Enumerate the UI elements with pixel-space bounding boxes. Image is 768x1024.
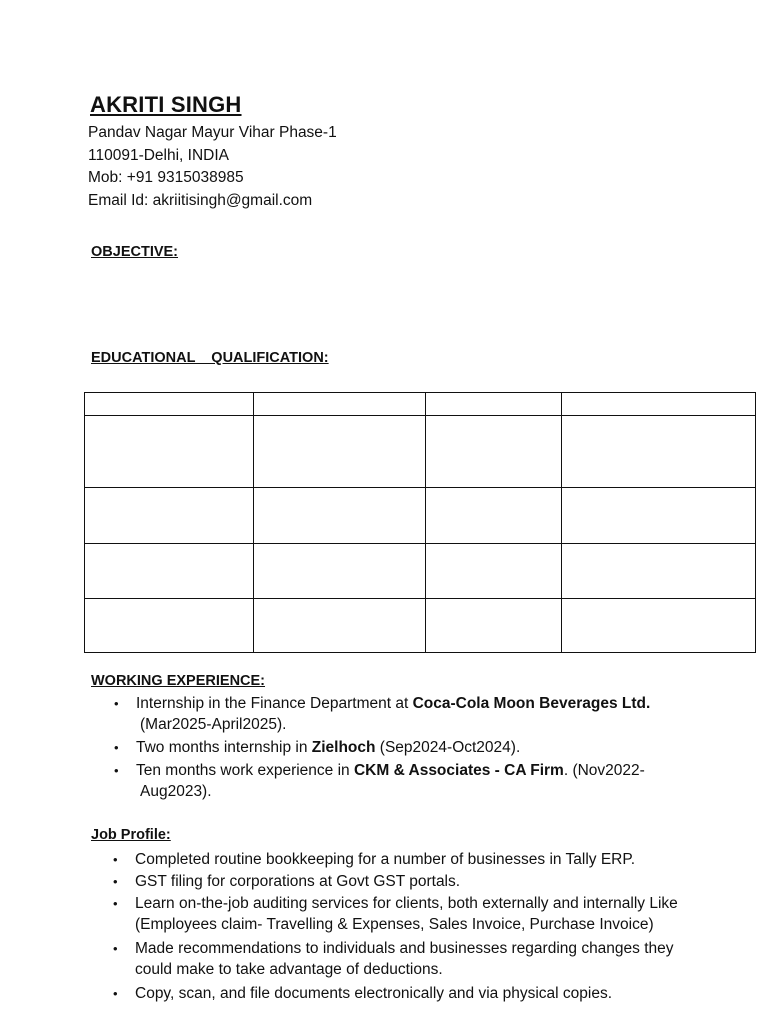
address-line-2: 110091-Delhi, INDIA	[88, 147, 230, 164]
address-line-1: Pandav Nagar Mayur Vihar Phase-1	[88, 124, 337, 141]
education-heading: EDUCATIONAL QUALIFICATION:	[91, 350, 329, 366]
job-profile-text: Learn on-the-job auditing services for clients, both externally and internally Like	[135, 895, 678, 912]
table-cell	[562, 488, 756, 543]
table-cell	[254, 488, 426, 543]
table-cell	[85, 488, 254, 543]
table-cell	[426, 488, 562, 543]
job-profile-item	[113, 871, 461, 894]
table-cell	[426, 393, 562, 416]
table-row	[85, 543, 756, 598]
bullet-icon: •	[113, 941, 118, 956]
bullet-icon: •	[114, 696, 119, 711]
experience-text: (Sep2024-Oct2024).	[375, 739, 521, 756]
table-cell	[562, 416, 756, 488]
job-profile-item	[113, 893, 678, 916]
table-cell	[562, 598, 756, 652]
job-profile-text: Completed routine bookkeeping for a number of businesses in Tally ERP.	[135, 851, 636, 868]
job-profile-text: Copy, scan, and file documents electronically and via physical copies.	[135, 985, 613, 1002]
objective-heading: OBJECTIVE:	[91, 244, 179, 260]
job-profile-continuation: could make to take advantage of deductions.	[135, 961, 443, 978]
table-cell	[85, 543, 254, 598]
table-cell	[254, 598, 426, 652]
company-name: Zielhoch	[311, 739, 376, 756]
experience-item	[114, 760, 645, 783]
job-profile-item	[113, 849, 636, 872]
table-cell	[426, 416, 562, 488]
table-cell	[85, 393, 254, 416]
table-cell	[562, 543, 756, 598]
email-address: Email Id: akriitisingh@gmail.com	[88, 192, 313, 209]
experience-heading: WORKING EXPERIENCE:	[91, 673, 266, 689]
table-cell	[426, 598, 562, 652]
job-profile-continuation: (Employees claim- Travelling & Expenses, Sales Invoice, Purchase Invoice)	[135, 916, 654, 933]
mobile-number: Mob: +91 9315038985	[88, 169, 244, 186]
job-profile-item	[113, 983, 613, 1006]
table-row	[85, 488, 756, 543]
bullet-icon: •	[113, 852, 118, 867]
education-table	[84, 392, 756, 653]
experience-continuation: (Mar2025-April2025).	[140, 716, 287, 733]
job-profile-text: GST filing for corporations at Govt GST portals.	[135, 873, 461, 890]
table-cell	[426, 543, 562, 598]
experience-text: Internship in the Finance Department at	[136, 695, 413, 712]
table-row	[85, 598, 756, 652]
bullet-icon: •	[113, 896, 118, 911]
table-cell	[254, 543, 426, 598]
experience-text: Ten months work experience in	[136, 762, 354, 779]
table-cell	[85, 416, 254, 488]
table-cell	[562, 393, 756, 416]
company-name: CKM & Associates - CA Firm	[353, 762, 564, 779]
job-profile-text: Made recommendations to individuals and businesses regarding changes they	[135, 940, 674, 957]
resume-name: AKRITI SINGH	[90, 92, 242, 117]
bullet-icon: •	[114, 740, 119, 755]
bullet-icon: •	[113, 986, 118, 1001]
table-cell	[254, 393, 426, 416]
table-cell	[254, 416, 426, 488]
experience-text: . (Nov2022-	[563, 762, 645, 779]
experience-continuation: Aug2023).	[140, 783, 212, 800]
table-cell	[85, 598, 254, 652]
job-profile-heading: Job Profile:	[91, 827, 171, 843]
job-profile-item	[113, 938, 674, 961]
experience-item	[114, 737, 521, 760]
bullet-icon: •	[114, 763, 119, 778]
bullet-icon: •	[113, 874, 118, 889]
experience-item	[114, 693, 651, 716]
company-name: Coca-Cola Moon Beverages Ltd.	[412, 695, 651, 712]
table-row	[85, 416, 756, 488]
table-row	[85, 393, 756, 416]
experience-text: Two months internship in	[136, 739, 312, 756]
